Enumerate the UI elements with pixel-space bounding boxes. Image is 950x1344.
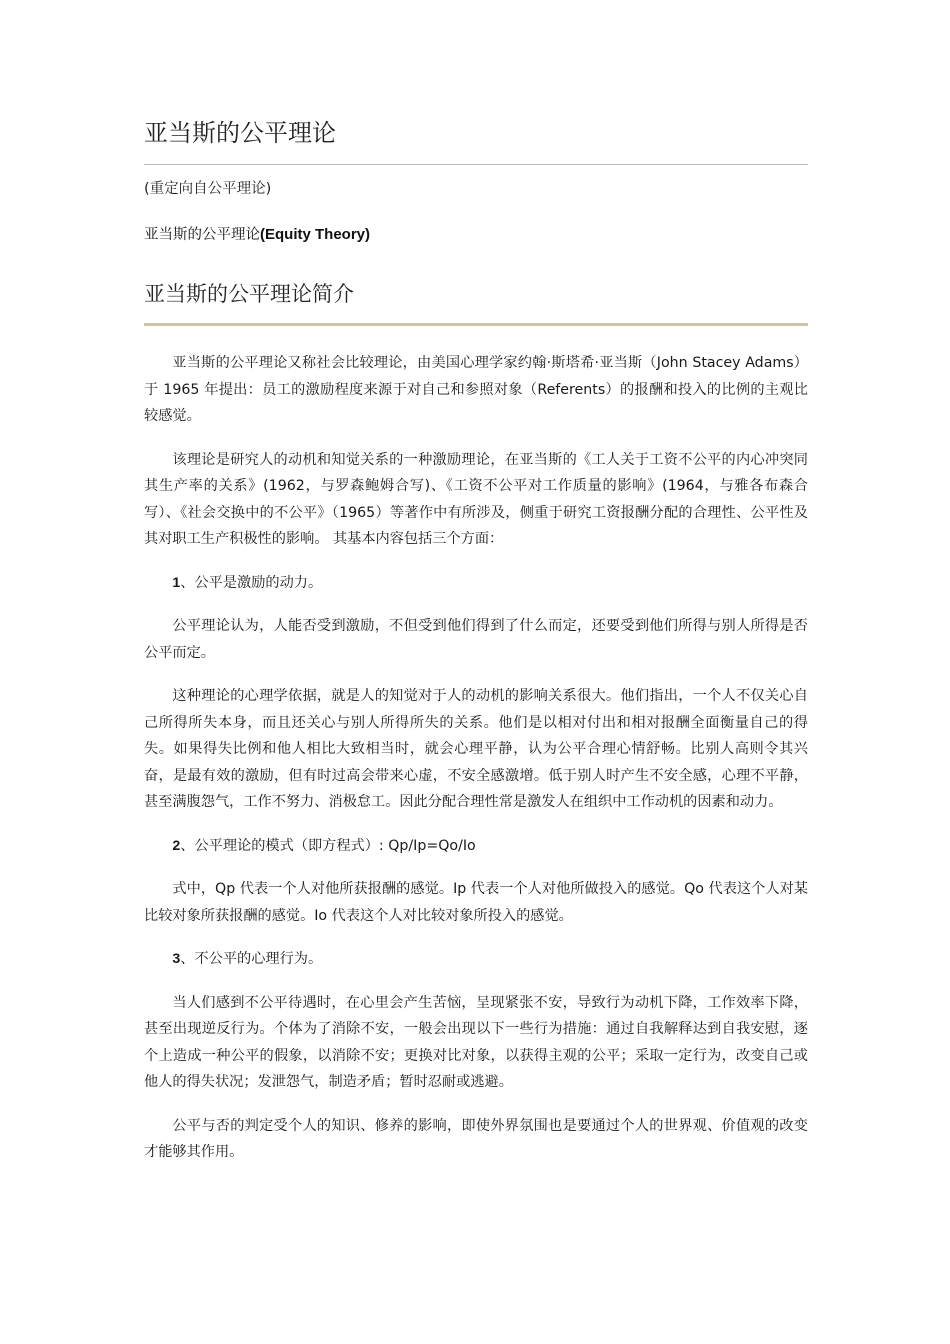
list-item-3 — [144, 946, 808, 973]
list-item-2 — [144, 833, 808, 860]
paragraph-fairness: 公平理论认为，人能否受到激励，不但受到他们得到了什么而定，还要受到他们所得与别人所得是否公平而定。 — [144, 618, 808, 661]
list-item-number: 2 — [172, 837, 181, 854]
list-item-text: 、不公平的心理行为。 — [180, 951, 323, 967]
paragraph-psychology: 这种理论的心理学依据，就是人的知觉对于人的动机的影响关系很大。他们指出，一个人不仅关心自己所得所失本身，而且还关心与别人所得所失的关系。他们是以相对付出和相对报酬全面衡量自己的得失。如果得失比例和他人相比大致相当时，就会心理平静，认为公平合理心情舒畅。比别人高则令其兴奋，是最有效的激励，但有时过高会带来心虚，不安全感激增。低于别人时产生不安全感，心理不平静，甚至满腹怨气，工作不努力、消极怠工。因此分配合理性常是激发人在组织中工作动机的因素和动力。 — [144, 688, 808, 810]
subtitle-prefix: 亚当斯的公平理论 — [144, 227, 260, 243]
subtitle — [144, 224, 370, 246]
redirect-note: (重定向自公平理论) — [144, 181, 272, 197]
list-item-text: 、公平理论的模式（即方程式）: Qp/Ip=Qo/Io — [180, 837, 476, 854]
list-item-number: 3 — [172, 951, 181, 967]
subtitle-english: (Equity Theory) — [260, 226, 371, 243]
paragraph-formula: 式中，Qp 代表一个人对他所获报酬的感觉。Ip 代表一个人对他所做投入的感觉。Qo 代表这个人对某比较对象所获报酬的感觉。Io 代表这个人对比较对象所投入的感觉。 — [144, 881, 808, 924]
list-item-1 — [144, 570, 808, 597]
paragraph-intro: 亚当斯的公平理论又称社会比较理论，由美国心理学家约翰·斯塔希·亚当斯（John Stacey Adams）于 1965 年提出：员工的激励程度来源于对自己和参照对象（Referents）的报酬和投入的比例的主观比较感觉。 — [144, 355, 808, 424]
page-title: 亚当斯的公平理论 — [144, 119, 336, 147]
section-divider — [144, 323, 808, 326]
list-item-text: 、公平是激励的动力。 — [180, 574, 323, 591]
paragraph-behavior: 当人们感到不公平待遇时，在心里会产生苦恼，呈现紧张不安，导致行为动机下降，工作效率下降，甚至出现逆反行为。个体为了消除不安，一般会出现以下一些行为措施：通过自我解释达到自我安慰，逐个上造成一种公平的假象，以消除不安；更换对比对象，以获得主观的公平；采取一定行为，改变自己或他人的得失状况；发泄怨气，制造矛盾；暂时忍耐或逃避。 — [144, 994, 808, 1090]
paragraph-judgement: 公平与否的判定受个人的知识、修养的影响，即使外界氛围也是要通过个人的世界观、价值观的改变才能够其作用。 — [144, 1117, 808, 1160]
section-heading: 亚当斯的公平理论简介 — [144, 282, 354, 306]
title-divider — [144, 164, 808, 165]
paragraph-background: 该理论是研究人的动机和知觉关系的一种激励理论，在亚当斯的《工人关于工资不公平的内心冲突同其生产率的关系》(1962，与罗森鲍姆合写)、《工资不公平对工作质量的影响》(1964，与雅各布森合写）、《社会交换中的不公平》（1965）等著作中有所涉及，侧重于研究工资报酬分配的合理性、公平性及其对职工生产积极性的影响。 其基本内容包括三个方面： — [144, 451, 808, 547]
article-body — [144, 350, 808, 1183]
list-item-number: 1 — [172, 574, 181, 591]
